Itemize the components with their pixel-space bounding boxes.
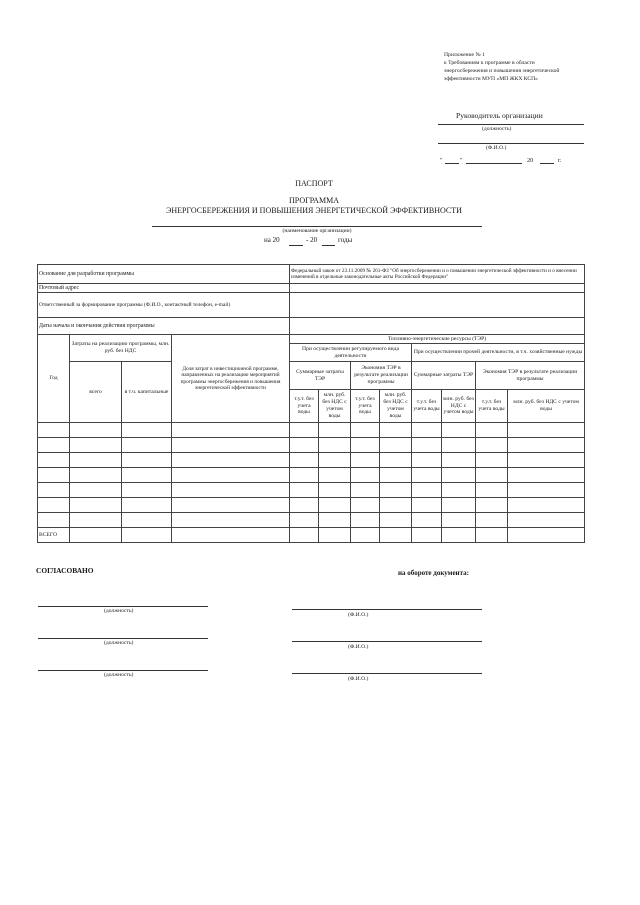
signature-position-line-3 (38, 670, 208, 671)
appendix-line-1: к Требованиям к программе в области (444, 60, 535, 66)
date-suffix: г. (558, 157, 562, 164)
capital-header: в т.ч. капитальные (122, 362, 172, 423)
table-row (38, 468, 585, 483)
dates-row (38, 318, 585, 335)
unit-rub-2: млн. руб. без НДС с учетом воды (380, 390, 412, 423)
signature-position-caption-2: (должность) (104, 640, 134, 646)
regulated-total-ter-header: Суммарные затраты ТЭР (290, 362, 351, 390)
organization-name-line (152, 226, 482, 227)
regulated-header: При осуществлении регулируемого вида деятельности (290, 344, 412, 362)
years-suffix: годы (338, 236, 353, 244)
unit-tut-1: т.у.т. без учета воды (290, 390, 319, 423)
years-end-line (322, 245, 335, 246)
costs-header: Затраты на реализацию программы, млн. руб. без НДС (70, 335, 172, 362)
table-row (38, 498, 585, 513)
table-row (38, 438, 585, 453)
passport-table (37, 264, 585, 543)
appendix-title: Приложение № 1 (444, 52, 485, 58)
unit-tut-2: т.у.т. без учета воды (351, 390, 380, 423)
date-year: 20 (527, 157, 534, 164)
signature-fio-caption-3: (Ф.И.О.) (348, 676, 369, 682)
years-dash: - 20 (306, 236, 318, 244)
years-prefix: на 20 (264, 236, 280, 244)
appendix-line-2: энергосбережения и повышения энергетической (444, 68, 560, 74)
responsible-value (290, 293, 585, 318)
other-economy-header: Экономия ТЭР в результате реализации программы (476, 362, 585, 390)
unit-rub-1: млн. руб. без НДС с учетом воды (319, 390, 351, 423)
program-title: ПРОГРАММА (289, 196, 339, 205)
share-header: Доля затрат в инвестиционной программе, направленных на реализацию мероприятий программы энергосбережения и повышения энергетической эффективности (172, 335, 290, 423)
program-subtitle: ЭНЕРГОСБЕРЕЖЕНИЯ И ПОВЫШЕНИЯ ЭНЕРГЕТИЧЕСКОЙ ЭФФЕКТИВНОСТИ (166, 206, 462, 215)
signature-position-caption-3: (должность) (104, 672, 134, 678)
signature-fio-line-3 (292, 673, 482, 674)
position-caption: (должность) (482, 126, 512, 132)
signature-fio-caption-2: (Ф.И.О.) (348, 644, 369, 650)
position-line (438, 124, 584, 125)
basis-row (38, 265, 585, 284)
fio-caption: (Ф.И.О.) (486, 145, 507, 151)
dates-value (290, 318, 585, 335)
signature-position-line-2 (38, 638, 208, 639)
total-header: всего (70, 362, 122, 423)
date-quote-close: " (460, 157, 463, 164)
table-row (38, 483, 585, 498)
responsible-row (38, 293, 585, 318)
signature-position-line-1 (38, 606, 208, 607)
ter-header: Топливно-энергетические ресурсы (ТЭР) (290, 335, 585, 344)
date-quote-open: " (440, 157, 443, 164)
address-label: Почтовый адрес (38, 284, 290, 293)
table-row (38, 423, 585, 438)
address-row (38, 284, 585, 293)
date-year-line (540, 163, 554, 164)
signature-fio-caption-1: (Ф.И.О.) (348, 612, 369, 618)
total-row-label: ВСЕГО (38, 528, 70, 543)
passport-title: ПАСПОРТ (295, 179, 333, 188)
table-row (38, 513, 585, 528)
reverse-note: на обороте документа: (398, 569, 469, 577)
date-month-line (466, 163, 522, 164)
regulated-economy-header: Экономия ТЭР в результате реализации программы (351, 362, 412, 390)
header-row-3 (38, 362, 585, 390)
appendix-block (444, 52, 586, 84)
table-row (38, 453, 585, 468)
unit-tut-4: т.у.т. без учета воды (476, 390, 508, 423)
unit-rub-4: млн. руб. без НДС с учетом воды (508, 390, 585, 423)
other-total-ter-header: Суммарные затраты ТЭР (412, 362, 476, 390)
appendix-line-3: эффективности МУП «МП ЖКХ КСП» (444, 76, 538, 82)
basis-label: Основание для разработки программы (38, 265, 290, 284)
year-header: Год (38, 335, 70, 423)
fio-line (438, 143, 584, 144)
signature-position-caption-1: (должность) (104, 608, 134, 614)
agreed-title: СОГЛАСОВАНО (36, 566, 94, 575)
organization-head-title: Руководитель организации (456, 111, 543, 120)
header-row-1 (38, 335, 585, 344)
responsible-label: Ответственный за формирование программы (Ф.И.О., контактный телефон, e-mail) (38, 293, 290, 318)
dates-label: Даты начала и окончания действия программы (38, 318, 290, 335)
signature-fio-line-1 (292, 609, 482, 610)
other-header: При осуществлении прочей деятельности, в т.ч. хозяйственные нужды (412, 344, 585, 362)
signature-fio-line-2 (292, 641, 482, 642)
organization-caption: (наименование организации) (282, 228, 352, 234)
date-day-line (445, 163, 459, 164)
address-value (290, 284, 585, 293)
basis-value: Федеральный закон от 23.11.2009 № 261-ФЗ "Об энергосбережении и о повышении энергетической эффективности и о внесении изменений в отдельные законодательные акты Российской Федерации" (290, 265, 585, 284)
total-row (38, 528, 585, 543)
unit-rub-3: млн. руб. без НДС с учетом воды (442, 390, 476, 423)
unit-tut-3: т.у.т. без учета воды (412, 390, 442, 423)
years-start-line (289, 245, 303, 246)
